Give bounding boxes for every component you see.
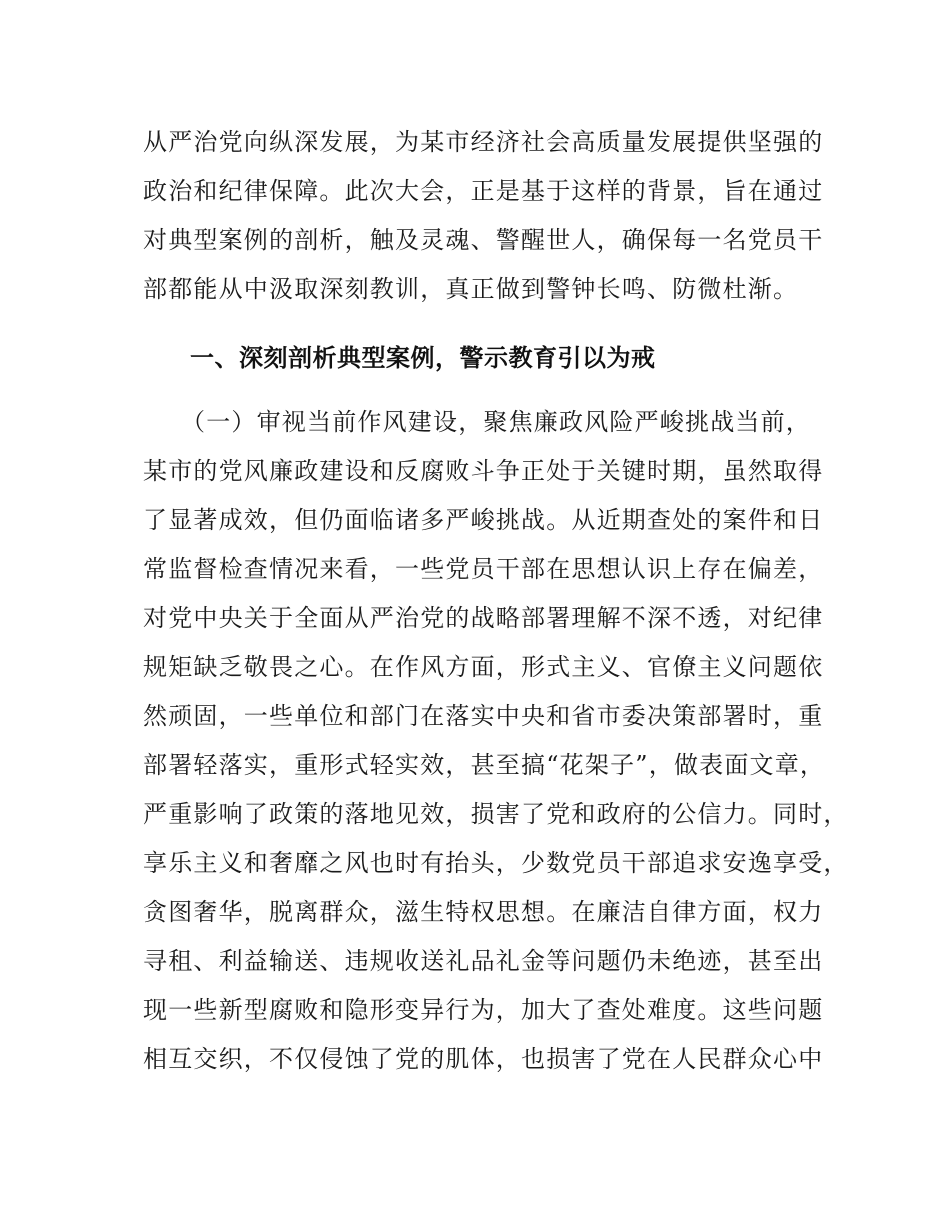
section-heading: 一、深刻剖析典型案例，警示教育引以为戒 xyxy=(190,344,656,372)
paragraph-line: 寻租、利益输送、违规收送礼品礼金等问题仍未绝迹，甚至出 xyxy=(143,947,824,975)
paragraph-line: 然顽固，一些单位和部门在落实中央和省市委决策部署时，重 xyxy=(143,702,824,730)
paragraph-line: 规矩缺乏敬畏之心。在作风方面，形式主义、官僚主义问题依 xyxy=(143,653,824,681)
paragraph-line: 对典型案例的剖析，触及灵魂、警醒世人，确保每一名党员干 xyxy=(143,226,824,254)
paragraph-intro xyxy=(143,118,824,314)
paragraph-line: 部都能从中汲取深刻教训，真正做到警钟长鸣、防微杜渐。 xyxy=(143,275,799,303)
paragraph-line: 了显著成效，但仍面临诸多严峻挑战。从近期查处的案件和日 xyxy=(143,506,824,534)
paragraph-line: 严重影响了政策的落地见效，损害了党和政府的公信力。同时， xyxy=(143,800,849,828)
paragraph-body xyxy=(143,398,849,1084)
paragraph-line: 从严治党向纵深发展，为某市经济社会高质量发展提供坚强的 xyxy=(143,128,824,156)
paragraph-line: 对党中央关于全面从严治党的战略部署理解不深不透，对纪律 xyxy=(143,604,824,632)
paragraph-line: 政治和纪律保障。此次大会，正是基于这样的背景，旨在通过 xyxy=(143,177,824,205)
paragraph-line: 相互交织，不仅侵蚀了党的肌体，也损害了党在人民群众心中 xyxy=(143,1045,824,1073)
paragraph-line: 贪图奢华，脱离群众，滋生特权思想。在廉洁自律方面，权力 xyxy=(143,898,824,926)
paragraph-line: 部署轻落实，重形式轻实效，甚至搞“花架子”，做表面文章， xyxy=(143,751,826,779)
paragraph-line: （一）审视当前作风建设，聚焦廉政风险严峻挑战当前， xyxy=(181,408,811,436)
paragraph-line: 现一些新型腐败和隐形变异行为，加大了查处难度。这些问题 xyxy=(143,996,824,1024)
paragraph-line: 某市的党风廉政建设和反腐败斗争正处于关键时期，虽然取得 xyxy=(143,457,824,485)
paragraph-line: 享乐主义和奢靡之风也时有抬头，少数党员干部追求安逸享受， xyxy=(143,849,849,877)
paragraph-line: 常监督检查情况来看，一些党员干部在思想认识上存在偏差， xyxy=(143,555,824,583)
